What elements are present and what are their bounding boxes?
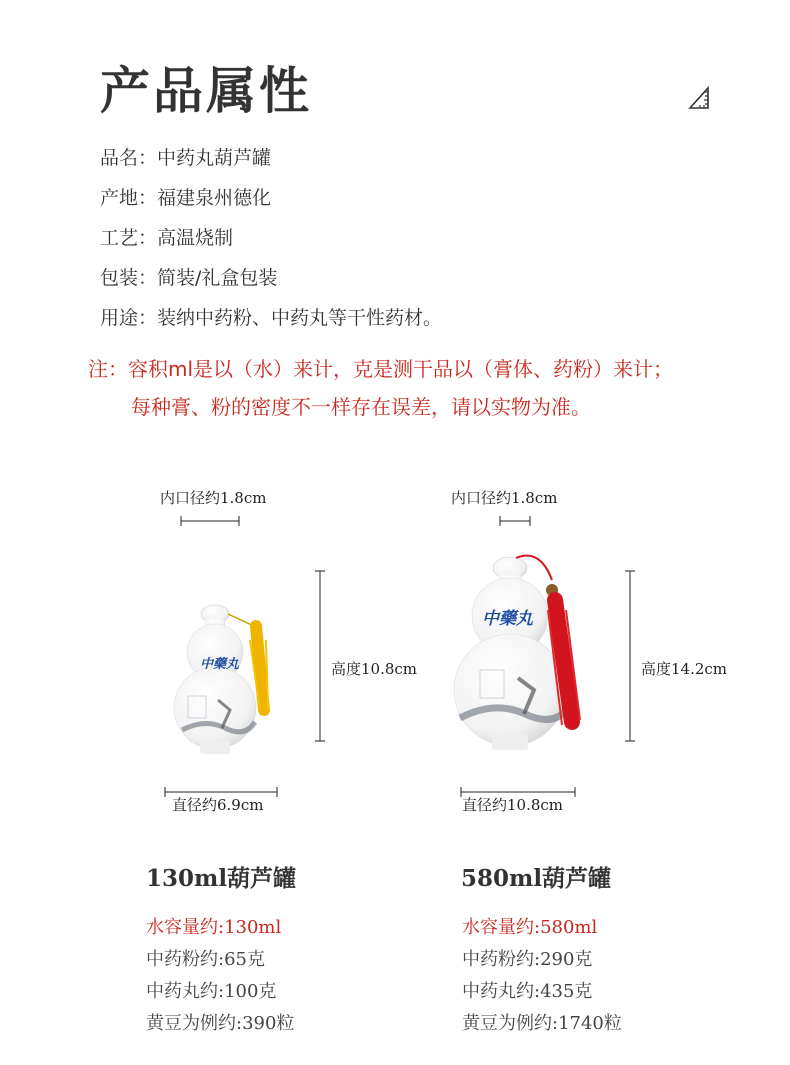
attribute-label: 包装 <box>100 267 139 289</box>
mouth-label-large: 内口径约1.8cm <box>451 489 558 507</box>
attribute-value: 高温烧制 <box>157 227 234 249</box>
attribute-value: 装纳中药粉、中药丸等干性药材。 <box>157 307 443 329</box>
mouth-dimension-line-large <box>499 515 531 527</box>
height-dimension-line-small <box>314 570 326 742</box>
diameter-label-small: 直径约6.9cm <box>172 796 264 814</box>
mouth-label-small: 内口径约1.8cm <box>160 489 267 507</box>
spec-pills-large: 中药丸约:435克 <box>462 981 593 1002</box>
note-line-2: 每种膏、粉的密度不一样存在误差，请以实物为准。 <box>131 395 591 419</box>
attribute-row-craft: 工艺：高温烧制 <box>100 227 234 249</box>
attribute-row-origin: 产地：福建泉州德化 <box>100 187 272 209</box>
jar-label-text: 中藥丸 <box>200 657 240 672</box>
attribute-label: 产地 <box>100 187 139 209</box>
spec-powder-large: 中药粉约:290克 <box>462 949 593 970</box>
ruler-triangle-icon <box>686 84 714 112</box>
attribute-label: 用途 <box>100 307 139 329</box>
attribute-label: 工艺 <box>100 227 139 249</box>
product-title-large: 580ml葫芦罐 <box>461 865 612 892</box>
attribute-row-usage: 用途：装纳中药粉、中药丸等干性药材。 <box>100 307 443 329</box>
attribute-value: 福建泉州德化 <box>157 187 272 209</box>
height-dimension-line-large <box>624 570 636 742</box>
height-label-large: 高度14.2cm <box>641 660 728 678</box>
attribute-value: 中药丸葫芦罐 <box>157 147 272 169</box>
spec-beans-large: 黄豆为例约:1740粒 <box>462 1013 622 1034</box>
spec-water-large: 水容量约:580ml <box>462 917 598 938</box>
spec-powder-small: 中药粉约:65克 <box>146 949 265 970</box>
spec-beans-small: 黄豆为例约:390粒 <box>146 1013 295 1034</box>
spec-pills-small: 中药丸约:100克 <box>146 981 277 1002</box>
attribute-row-packaging: 包装：简装/礼盒包装 <box>100 267 278 289</box>
mouth-dimension-line-small <box>180 515 240 527</box>
attribute-value: 简装/礼盒包装 <box>157 267 278 289</box>
diameter-label-large: 直径约10.8cm <box>462 796 564 814</box>
spec-water-small: 水容量约:130ml <box>146 917 282 938</box>
gourd-jar-large <box>440 550 620 760</box>
product-title-small: 130ml葫芦罐 <box>146 865 297 892</box>
page-title: 产品属性 <box>100 62 312 120</box>
note-line-1: 注：容积ml是以（水）来计，克是测干品以（膏体、药粉）来计； <box>88 357 674 381</box>
jar-label-text: 中藥丸 <box>482 609 533 629</box>
height-label-small: 高度10.8cm <box>331 660 418 678</box>
attribute-row-name: 品名：中药丸葫芦罐 <box>100 147 272 169</box>
gourd-jar-small <box>160 600 290 760</box>
attribute-label: 品名 <box>100 147 139 169</box>
